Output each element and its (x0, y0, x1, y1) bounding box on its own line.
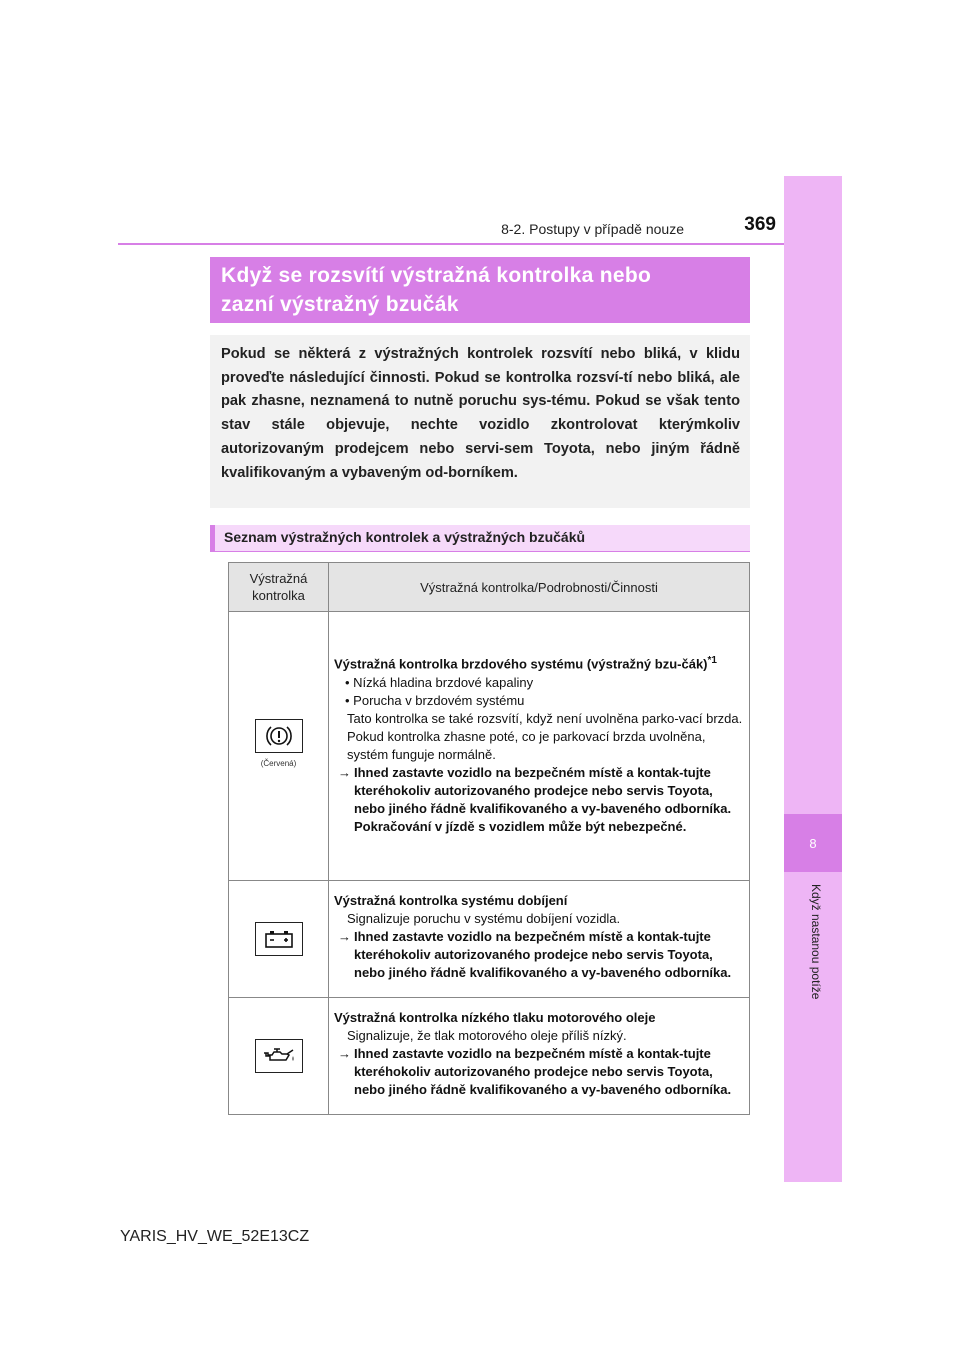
row-title (334, 652, 745, 673)
table-row (229, 998, 750, 1115)
subsection-rule (210, 551, 750, 552)
row-description: Signalizuje poruchu v systému dobíjení vozidla. (347, 911, 621, 926)
chapter-title: Když nastanou potíže (809, 884, 823, 1000)
list-item: • Nízká hladina brzdové kapaliny (345, 674, 534, 690)
table-cell-icon (229, 998, 329, 1115)
section-title (210, 257, 750, 323)
oil-pressure-icon (255, 1039, 303, 1073)
row-title: Výstražná kontrolka systému dobíjení (334, 893, 568, 908)
footnote-marker: *1 (707, 655, 717, 667)
header-rule (118, 243, 784, 245)
page-number: 369 (744, 214, 776, 235)
table-header-col-details: Výstražná kontrolka/Podrobnosti/Činnosti (329, 563, 750, 612)
icon-caption-red: (Červená) (260, 759, 297, 768)
arrow-icon: → (338, 929, 351, 944)
subsection-title: Seznam výstražných kontrolek a výstražných bzučáků (210, 525, 750, 551)
row-action (334, 928, 745, 982)
table-cell-details (329, 612, 750, 881)
row-action (334, 1045, 745, 1099)
brake-warning-icon (255, 719, 303, 753)
row-action (334, 764, 745, 836)
chapter-side-tab (784, 176, 842, 1182)
table-row (229, 612, 750, 881)
row-action-text: Ihned zastavte vozidlo na bezpečném místě a kontak-tujte kteréhokoliv autorizovaného prodejce nebo servis Toyota, nebo jiného řádně kvalifikovaného a vy-baveného odborníka. (354, 929, 732, 980)
table-header-row (229, 563, 750, 612)
table-cell-icon (229, 612, 329, 881)
battery-charging-icon (255, 922, 303, 956)
section-title-line-1: Když se rozsvítí výstražná kontrolka nebo (221, 264, 652, 287)
table-cell-icon (229, 881, 329, 998)
intro-text: Pokud se některá z výstražných kontrolek rozsvítí nebo bliká, v klidu proveďte následující činnosti. Pokud se kontrolka rozsví-tí nebo bliká, ale pak zhasne, neznamená to nutně poruchu sys-tému. Pokud se však tento stav stále objevuje, nechte vozidlo zkontrolovat kterýmkoliv autorizovaným prodejcem nebo servi-sem Toyota, nebo jiným řádně kvalifikovaným a vybaveným od-borníkem. (221, 346, 740, 481)
row-action-text: Ihned zastavte vozidlo na bezpečném místě a kontak-tujte kteréhokoliv autorizovaného prodejce nebo servis Toyota, nebo jiného řádně kvalifikovaného a vy-baveného odborníka. Pokračování v jízdě s vozidlem může být nebezpečné. (354, 764, 732, 834)
table-row (229, 881, 750, 998)
warning-lights-table (228, 562, 750, 1115)
arrow-icon: → (338, 1046, 351, 1061)
row-title: Výstražná kontrolka nízkého tlaku motorového oleje (334, 1010, 656, 1025)
table-cell-details (329, 998, 750, 1115)
row-action-text: Ihned zastavte vozidlo na bezpečném místě a kontak-tujte kteréhokoliv autorizovaného prodejce nebo servis Toyota, nebo jiného řádně kvalifikovaného a vy-baveného odborníka. (354, 1046, 732, 1097)
chapter-number: 8 (784, 814, 842, 872)
row-description: Signalizuje, že tlak motorového oleje příliš nízký. (347, 1028, 627, 1043)
table-cell-details (329, 881, 750, 998)
header-section-title: 8-2. Postupy v případě nouze (501, 221, 684, 237)
table-header-col-icon: Výstražná kontrolka (229, 563, 329, 612)
intro-paragraph (210, 335, 750, 508)
document-code: YARIS_HV_WE_52E13CZ (120, 1228, 310, 1245)
arrow-icon: → (338, 764, 351, 780)
row-description: Tato kontrolka se také rozsvítí, když není uvolněna parko-vací brzda. Pokud kontrolka zhasne poté, co je parkovací brzda uvolněna, systém funguje normálně. (347, 710, 743, 762)
list-item: • Porucha v brzdovém systému (345, 692, 525, 708)
row-title-text: Výstražná kontrolka brzdového systému (výstražný bzu-čák) (334, 656, 708, 672)
section-title-line-2: zazní výstražný bzučák (221, 293, 459, 316)
